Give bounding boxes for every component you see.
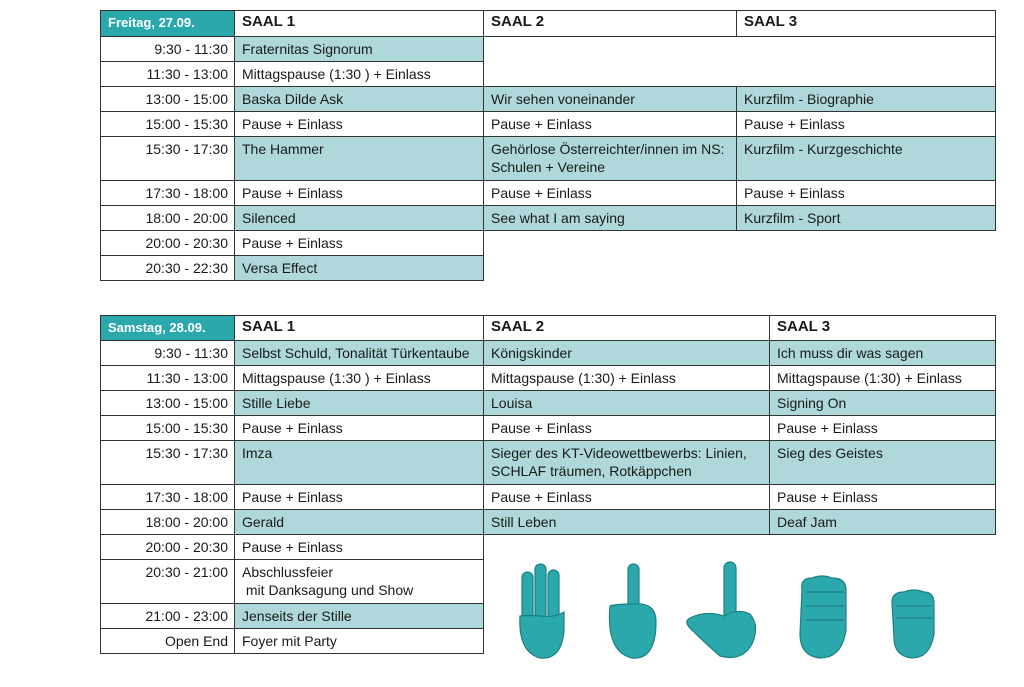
hall-header: SAAL 2 xyxy=(484,316,770,341)
time-cell: 21:00 - 23:00 xyxy=(101,604,235,629)
time-cell: 15:00 - 15:30 xyxy=(101,416,235,441)
program-cell: Pause + Einlass xyxy=(235,485,484,510)
program-cell: See what I am saying xyxy=(484,206,737,231)
time-cell: 17:30 - 18:00 xyxy=(101,485,235,510)
hall-header: SAAL 3 xyxy=(737,11,996,37)
time-cell: Open End xyxy=(101,629,235,654)
hall-header: SAAL 2 xyxy=(484,11,737,37)
program-cell: Fraternitas Signorum xyxy=(235,37,484,62)
program-cell: Pause + Einlass xyxy=(484,181,737,206)
program-cell: Pause + Einlass xyxy=(484,485,770,510)
program-cell: Pause + Einlass xyxy=(235,231,484,256)
time-cell: 17:30 - 18:00 xyxy=(101,181,235,206)
program-cell: Gehörlose Österreichter/innen im NS: Schulen + Vereine xyxy=(484,137,737,181)
program-cell: Deaf Jam xyxy=(770,510,996,535)
empty-area xyxy=(484,231,996,281)
program-cell: Mittagspause (1:30 ) + Einlass xyxy=(235,366,484,391)
program-cell: Baska Dilde Ask xyxy=(235,87,484,112)
program-cell: Jenseits der Stille xyxy=(235,604,484,629)
time-cell: 9:30 - 11:30 xyxy=(101,37,235,62)
time-cell: 18:00 - 20:00 xyxy=(101,510,235,535)
program-cell: Louisa xyxy=(484,391,770,416)
hall-header: SAAL 3 xyxy=(770,316,996,341)
program-cell: Pause + Einlass xyxy=(770,485,996,510)
hand-sign-fist-icon xyxy=(892,590,934,658)
day-label-saturday: Samstag, 28.09. xyxy=(101,316,235,341)
time-cell: 11:30 - 13:00 xyxy=(101,366,235,391)
time-cell: 15:30 - 17:30 xyxy=(101,137,235,181)
time-cell: 11:30 - 13:00 xyxy=(101,62,235,87)
program-cell: Kurzfilm - Kurzgeschichte xyxy=(737,137,996,181)
program-cell: Gerald xyxy=(235,510,484,535)
program-cell: Pause + Einlass xyxy=(235,181,484,206)
time-cell: 20:00 - 20:30 xyxy=(101,231,235,256)
time-cell: 13:00 - 15:00 xyxy=(101,87,235,112)
program-cell: Signing On xyxy=(770,391,996,416)
time-cell: 13:00 - 15:00 xyxy=(101,391,235,416)
program-cell: Stille Liebe xyxy=(235,391,484,416)
hall-header: SAAL 1 xyxy=(235,11,484,37)
program-cell: Sieger des KT-Videowettbewerbs: Linien, SCHLAF träumen, Rotkäppchen xyxy=(484,441,770,485)
program-cell: Pause + Einlass xyxy=(737,181,996,206)
program-cell: Imza xyxy=(235,441,484,485)
program-cell: Kurzfilm - Sport xyxy=(737,206,996,231)
program-cell: Sieg des Geistes xyxy=(770,441,996,485)
program-cell: Pause + Einlass xyxy=(770,416,996,441)
time-cell: 18:00 - 20:00 xyxy=(101,206,235,231)
time-cell: 15:30 - 17:30 xyxy=(101,441,235,485)
program-cell: Abschlussfeier mit Danksagung und Show xyxy=(235,560,484,604)
program-cell: Pause + Einlass xyxy=(235,416,484,441)
hand-sign-l-icon xyxy=(687,562,756,658)
program-cell: Silenced xyxy=(235,206,484,231)
program-cell: Versa Effect xyxy=(235,256,484,281)
program-cell: Selbst Schuld, Tonalität Türkentaube xyxy=(235,341,484,366)
program-cell: Pause + Einlass xyxy=(737,112,996,137)
program-cell: Wir sehen voneinander xyxy=(484,87,737,112)
time-cell: 15:00 - 15:30 xyxy=(101,112,235,137)
program-cell: The Hammer xyxy=(235,137,484,181)
program-cell: Pause + Einlass xyxy=(235,112,484,137)
program-cell: Still Leben xyxy=(484,510,770,535)
time-cell: 20:30 - 21:00 xyxy=(101,560,235,604)
sign-language-hands xyxy=(510,560,980,670)
program-cell: Ich muss dir was sagen xyxy=(770,341,996,366)
time-cell: 20:00 - 20:30 xyxy=(101,535,235,560)
program-cell: Mittagspause (1:30 ) + Einlass xyxy=(235,62,484,87)
day-label-friday: Freitag, 27.09. xyxy=(101,11,235,37)
empty-cell xyxy=(484,37,996,87)
program-cell: Mittagspause (1:30) + Einlass xyxy=(484,366,770,391)
hand-sign-w-icon xyxy=(520,564,564,658)
time-cell: 9:30 - 11:30 xyxy=(101,341,235,366)
time-cell: 20:30 - 22:30 xyxy=(101,256,235,281)
friday-schedule-table xyxy=(100,10,996,281)
program-cell: Pause + Einlass xyxy=(484,416,770,441)
hand-sign-i-icon xyxy=(609,564,656,658)
program-cell: Foyer mit Party xyxy=(235,629,484,654)
program-cell: Kurzfilm - Biographie xyxy=(737,87,996,112)
program-cell: Mittagspause (1:30) + Einlass xyxy=(770,366,996,391)
program-cell: Königskinder xyxy=(484,341,770,366)
hand-sign-fist-icon xyxy=(800,576,846,658)
hall-header: SAAL 1 xyxy=(235,316,484,341)
program-cell: Pause + Einlass xyxy=(235,535,484,560)
program-cell: Pause + Einlass xyxy=(484,112,737,137)
